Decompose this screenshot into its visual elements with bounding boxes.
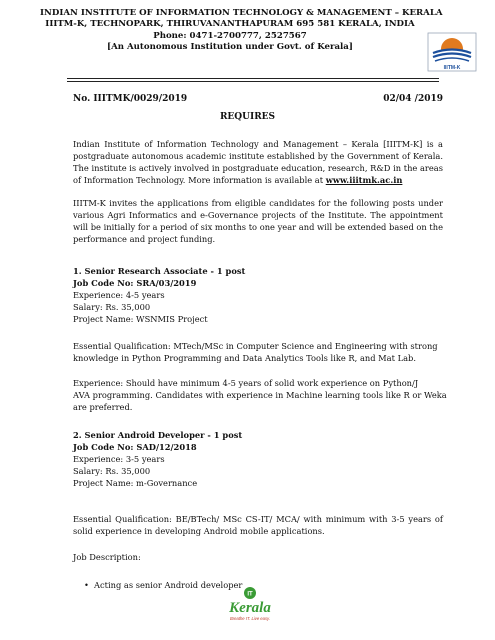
institute-logo-icon <box>427 32 477 72</box>
post-1-details <box>73 266 443 326</box>
post-1-job-code: Job Code No: SRA/03/2019 <box>73 277 197 288</box>
letterhead <box>40 8 443 54</box>
header-divider-2 <box>67 81 439 82</box>
post-2-experience: Experience: 3-5 years <box>73 453 165 464</box>
intro-paragraph <box>73 139 443 187</box>
kerala-tagline: Breathe IT. Live easy. <box>229 616 271 621</box>
invite-paragraph: IIITM-K invites the applications from eligible candidates for the following posts under various Agri Informatics and e-Governance projects of the Institute. The appointment will be initially for a period of six months to one year and will be extended based on the performance and project funding. <box>73 198 443 244</box>
it-badge-text: IT <box>247 591 253 598</box>
post-2-details <box>73 430 443 490</box>
post-2-project: Project Name: m-Governance <box>73 477 198 488</box>
post-1-salary: Salary: Rs. 35,000 <box>73 301 151 312</box>
post-2-job-description-label: Job Description: <box>73 552 141 562</box>
post-1-experience-detail-line-3: are preferred. <box>73 401 133 412</box>
post-2-title: 2. Senior Android Developer - 1 post <box>73 430 243 440</box>
reference-number: No. IIITMK/0029/2019 <box>73 94 188 104</box>
post-2-salary: Salary: Rs. 35,000 <box>73 465 151 476</box>
requires-heading: REQUIRES <box>219 112 276 122</box>
reference-date: 02/04 /2019 <box>383 94 443 104</box>
post-1-experience: Experience: 4-5 years <box>73 289 165 300</box>
bullet-text: Acting as senior Android developer <box>94 580 243 590</box>
post-1-experience-detail-line-2: AVA programming. Candidates with experience in Machine learning tools like R or Weka <box>73 389 447 400</box>
it-kerala-logo-icon <box>210 585 290 625</box>
kerala-wordmark: Kerala <box>229 600 271 616</box>
post-1-experience-detail <box>73 378 447 414</box>
logo-text: IIITM-K <box>443 65 461 71</box>
institute-address: IIITM-K, TECHNOPARK, THIRUVANANTHAPURAM 695 581 KERALA, INDIA <box>45 19 415 30</box>
institute-status: [An Autonomous Institution under Govt. of Kerala] <box>107 42 353 53</box>
post-1-project: Project Name: WSNMIS Project <box>73 313 208 324</box>
institute-phone: Phone: 0471-2700777, 2527567 <box>153 30 307 41</box>
bullet-icon: • <box>84 580 89 590</box>
post-2-job-code: Job Code No: SAD/12/2018 <box>73 441 197 452</box>
header-divider <box>67 78 439 79</box>
intro-text: Indian Institute of Information Technology and Management – Kerala [IIITM-K] is a postgraduate autonomous academic institute established by the Government of Kerala. The institute is actively involved in postgraduate education, research, R&D in the areas of Information Technology. More information is available at <box>73 139 443 185</box>
institute-name: INDIAN INSTITUTE OF INFORMATION TECHNOLOGY & MANAGEMENT – KERALA <box>40 8 443 18</box>
post-1-experience-detail-line-1: Experience: Should have minimum 4-5 years of solid work experience on Python/J <box>73 378 419 388</box>
post-1-title: 1. Senior Research Associate - 1 post <box>73 266 246 276</box>
post-1-qualification: Essential Qualification: MTech/MSc in Computer Science and Engineering with strong knowledge in Python Programming and Data Analytics Tools like R, and Mat Lab. <box>73 341 438 363</box>
website-link[interactable]: www.iiitmk.ac.in <box>325 174 403 185</box>
post-2-qualification: Essential Qualification: BE/BTech/ MSc CS-IT/ MCA/ with minimum with 3-5 years of solid experience in developing Android mobile applications. <box>73 514 443 536</box>
